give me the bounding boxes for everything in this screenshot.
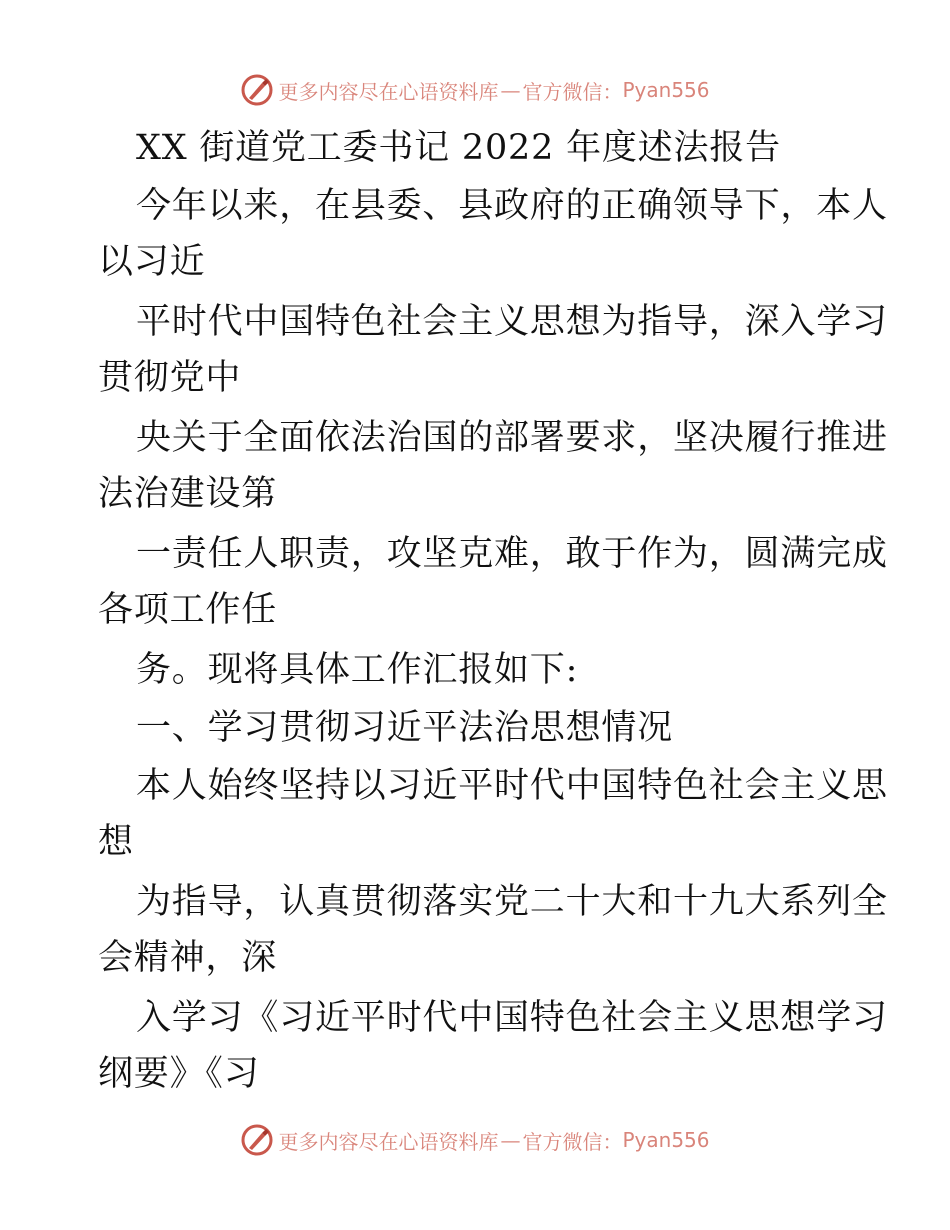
text-line: 一责任人职责，攻坚克难，敢于作为，圆满完成 <box>136 534 888 574</box>
text-line: 想 <box>98 822 134 862</box>
text-line: 纲要》《习 <box>98 1054 260 1094</box>
text-line: 央关于全面依法治国的部署要求，坚决履行推进 <box>136 418 888 458</box>
text-line: 本人始终坚持以习近平时代中国特色社会主义思 <box>136 766 888 806</box>
pen-logo-icon <box>240 73 274 107</box>
watermark-wechat-id: Pyan556 <box>622 78 710 102</box>
watermark-separator: — <box>500 78 521 102</box>
text-line: 法治建设第 <box>98 474 278 514</box>
watermark-wechat-label: 官方微信： <box>522 1129 623 1154</box>
text-line: 入学习《习近平时代中国特色社会主义思想学习 <box>136 998 888 1038</box>
watermark-text: 更多内容尽在心语资料库 <box>278 79 499 104</box>
watermark-banner-top <box>0 70 950 110</box>
text-line: 以习近 <box>98 242 206 282</box>
watermark-wechat-id: Pyan556 <box>622 1128 710 1152</box>
text-line: 会精神，深 <box>98 938 278 978</box>
pen-logo-icon <box>240 1123 274 1157</box>
text-line: 为指导，认真贯彻落实党二十大和十九大系列全 <box>136 882 888 922</box>
text-line: 贯彻党中 <box>98 358 242 398</box>
text-line: 务。现将具体工作汇报如下: <box>136 650 579 690</box>
watermark-banner-bottom <box>0 1120 950 1160</box>
watermark-text: 更多内容尽在心语资料库 <box>278 1129 499 1154</box>
watermark-wechat-label: 官方微信： <box>522 79 623 104</box>
text-line: 平时代中国特色社会主义思想为指导，深入学习 <box>136 302 888 342</box>
text-line: 今年以来，在县委、县政府的正确领导下，本人 <box>136 186 888 226</box>
document-title: XX 街道党工委书记 2022 年度述法报告 <box>136 128 781 168</box>
section-heading: 一、学习贯彻习近平法治思想情况 <box>136 708 674 748</box>
text-line: 各项工作任 <box>98 590 278 630</box>
watermark-separator: — <box>500 1128 521 1152</box>
